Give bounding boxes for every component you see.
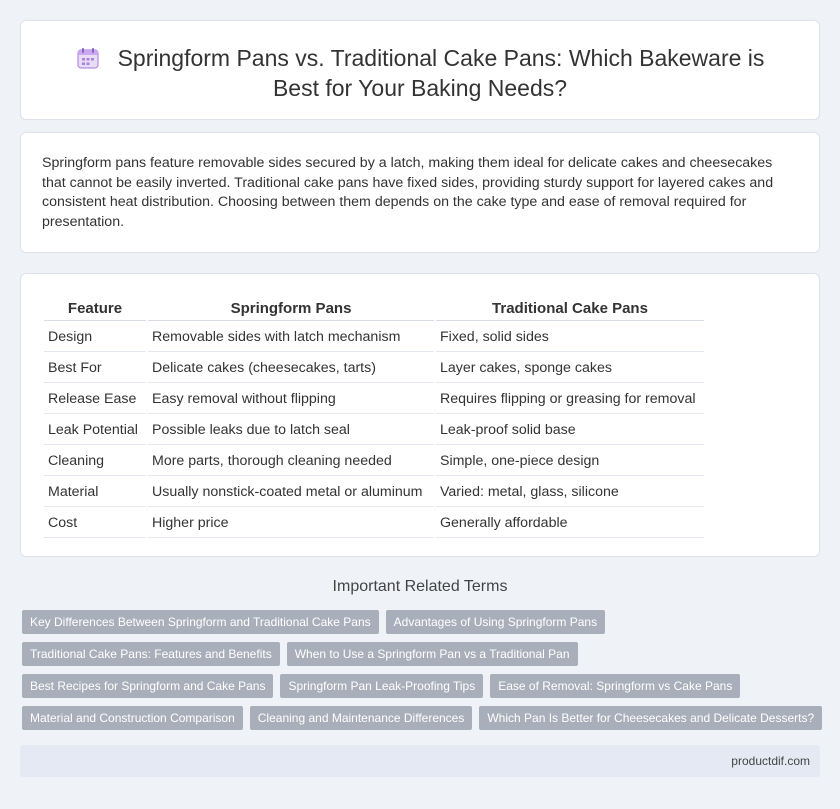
related-term-link[interactable]: Springform Pan Leak-Proofing Tips	[280, 674, 483, 698]
related-term-link[interactable]: Which Pan Is Better for Cheesecakes and Delicate Desserts?	[479, 706, 822, 730]
related-term-link[interactable]: Traditional Cake Pans: Features and Benefits	[22, 642, 280, 666]
table-cell: Removable sides with latch mechanism	[148, 323, 434, 352]
table-cell: Cost	[44, 509, 146, 538]
column-header: Feature	[44, 296, 146, 321]
table-cell: Cleaning	[44, 447, 146, 476]
intro-card	[20, 132, 820, 253]
table-row	[44, 323, 704, 352]
related-term-link[interactable]: Key Differences Between Springform and Traditional Cake Pans	[22, 610, 379, 634]
table-cell: Layer cakes, sponge cakes	[436, 354, 704, 383]
table-cell: Requires flipping or greasing for removal	[436, 385, 704, 414]
table-cell: Simple, one-piece design	[436, 447, 704, 476]
header-card	[20, 20, 820, 120]
table-cell: Easy removal without flipping	[148, 385, 434, 414]
related-terms-title: Important Related Terms	[332, 578, 508, 595]
title-line-1: Springform Pans vs. Traditional Cake Pans: Which Bakeware is	[117, 45, 765, 71]
table-cell: Delicate cakes (cheesecakes, tarts)	[148, 354, 434, 383]
title-line-2: Best for Your Baking Needs?	[272, 75, 568, 101]
related-terms-list	[22, 610, 822, 738]
related-term-link[interactable]: When to Use a Springform Pan vs a Traditional Pan	[287, 642, 578, 666]
comparison-table	[42, 294, 706, 540]
table-cell: Design	[44, 323, 146, 352]
related-term-link[interactable]: Advantages of Using Springform Pans	[386, 610, 605, 634]
table-cell: Material	[44, 478, 146, 507]
table-cell: Release Ease	[44, 385, 146, 414]
table-row	[44, 478, 704, 507]
related-terms-row	[22, 706, 822, 730]
table-row	[44, 509, 704, 538]
table-cell: Best For	[44, 354, 146, 383]
table-row	[44, 385, 704, 414]
table-row	[44, 354, 704, 383]
comparison-card	[20, 273, 820, 557]
intro-text: Springform pans feature removable sides secured by a latch, making them ideal for delicate cakes and cheesecakes that cannot be easily inverted. Traditional cake pans have fixed sides, providing sturdy support for layered cakes and consistent heat distribution. Choosing between them depends on the cake type and ease of removal required for presentation.	[42, 155, 774, 230]
related-term-link[interactable]: Cleaning and Maintenance Differences	[250, 706, 473, 730]
page-title	[21, 43, 819, 103]
table-cell: Generally affordable	[436, 509, 704, 538]
table-row	[44, 447, 704, 476]
column-header: Springform Pans	[148, 296, 434, 321]
table-cell: Higher price	[148, 509, 434, 538]
table-cell: Possible leaks due to latch seal	[148, 416, 434, 445]
footer-site[interactable]: productdif.com	[731, 754, 810, 768]
table-cell: More parts, thorough cleaning needed	[148, 447, 434, 476]
related-term-link[interactable]: Ease of Removal: Springform vs Cake Pans	[490, 674, 740, 698]
table-header-row	[44, 296, 704, 321]
table-cell: Fixed, solid sides	[436, 323, 704, 352]
column-header: Traditional Cake Pans	[436, 296, 704, 321]
table-cell: Leak-proof solid base	[436, 416, 704, 445]
table-cell: Usually nonstick-coated metal or aluminum	[148, 478, 434, 507]
related-terms-row	[22, 610, 822, 634]
related-term-link[interactable]: Material and Construction Comparison	[22, 706, 243, 730]
table-cell: Varied: metal, glass, silicone	[436, 478, 704, 507]
footer	[20, 745, 820, 777]
table-cell: Leak Potential	[44, 416, 146, 445]
table-row	[44, 416, 704, 445]
related-terms-row	[22, 674, 822, 698]
related-terms-row	[22, 642, 822, 666]
related-term-link[interactable]: Best Recipes for Springform and Cake Pans	[22, 674, 273, 698]
calendar-icon	[76, 46, 100, 70]
